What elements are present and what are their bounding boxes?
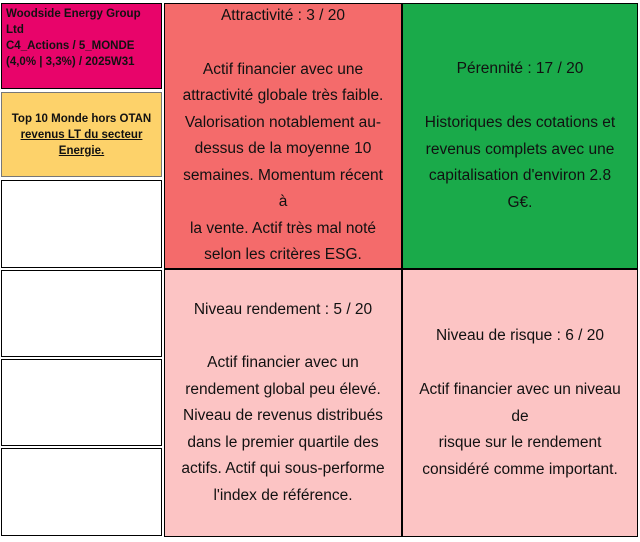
attractivite-text [177, 57, 389, 269]
attractivite-line: Valorisation notablement au- [184, 113, 382, 131]
category-line-2: revenus LT du secteur [20, 128, 143, 141]
empty-cell-1 [1, 180, 162, 268]
portfolio-label: C4_Actions / 5_MONDE [6, 40, 135, 52]
attractivite-line: semaines. Momentum récent à [183, 166, 383, 211]
attractivite-line: dessus de la moyenne 10 [194, 140, 372, 158]
rendement-line: Actif financier avec un [207, 354, 359, 372]
attractivite-line: Actif financier avec une [202, 60, 364, 78]
company-suffix: Ltd [6, 24, 24, 36]
risque-line: considéré comme important. [422, 460, 618, 478]
attractivite-line: selon les critères ESG. [204, 246, 362, 264]
category-box [1, 92, 162, 177]
category-line-1: Top 10 Monde hors OTAN [11, 112, 152, 125]
perennite-line: capitalisation d'environ 2.8 G€. [428, 167, 612, 211]
risque-title: Niveau de risque : 6 / 20 [435, 326, 605, 344]
risque-line: Actif financier avec un niveau de [419, 381, 621, 425]
perennite-title: Pérennité : 17 / 20 [456, 59, 584, 77]
attractivite-line: attractivité globale très faible. [182, 87, 384, 105]
perennite-panel [402, 3, 638, 269]
perennite-text [415, 110, 625, 216]
attractivite-panel [164, 3, 402, 269]
risque-text [415, 377, 625, 483]
performance-stats: (4,0% | 3,3%) / 2025W31 [6, 56, 135, 68]
empty-cell-3 [1, 359, 162, 446]
rendement-line: actifs. Actif qui sous-performe [181, 460, 385, 478]
rendement-panel [164, 269, 402, 537]
risque-panel [402, 269, 638, 537]
rendement-line: rendement global peu élevé. [185, 380, 381, 398]
empty-cell-2 [1, 270, 162, 357]
company-name: Woodside Energy Group [6, 8, 141, 20]
rendement-line: l'index de référence. [213, 486, 353, 504]
rendement-text [181, 350, 384, 509]
rendement-line: dans le premier quartile des [187, 433, 379, 451]
rendement-line: Niveau de revenus distribués [183, 407, 383, 425]
empty-cell-4 [1, 448, 162, 536]
risque-line: risque sur le rendement [438, 434, 602, 452]
category-line-3: Energie. [58, 144, 105, 157]
attractivite-line: la vente. Actif très mal noté [189, 219, 377, 237]
perennite-line: revenus complets avec une [425, 140, 615, 158]
asset-header [1, 3, 162, 89]
perennite-line: Historiques des cotations et [424, 114, 616, 132]
rendement-title: Niveau rendement : 5 / 20 [193, 300, 373, 318]
attractivite-title: Attractivité : 3 / 20 [220, 7, 346, 25]
